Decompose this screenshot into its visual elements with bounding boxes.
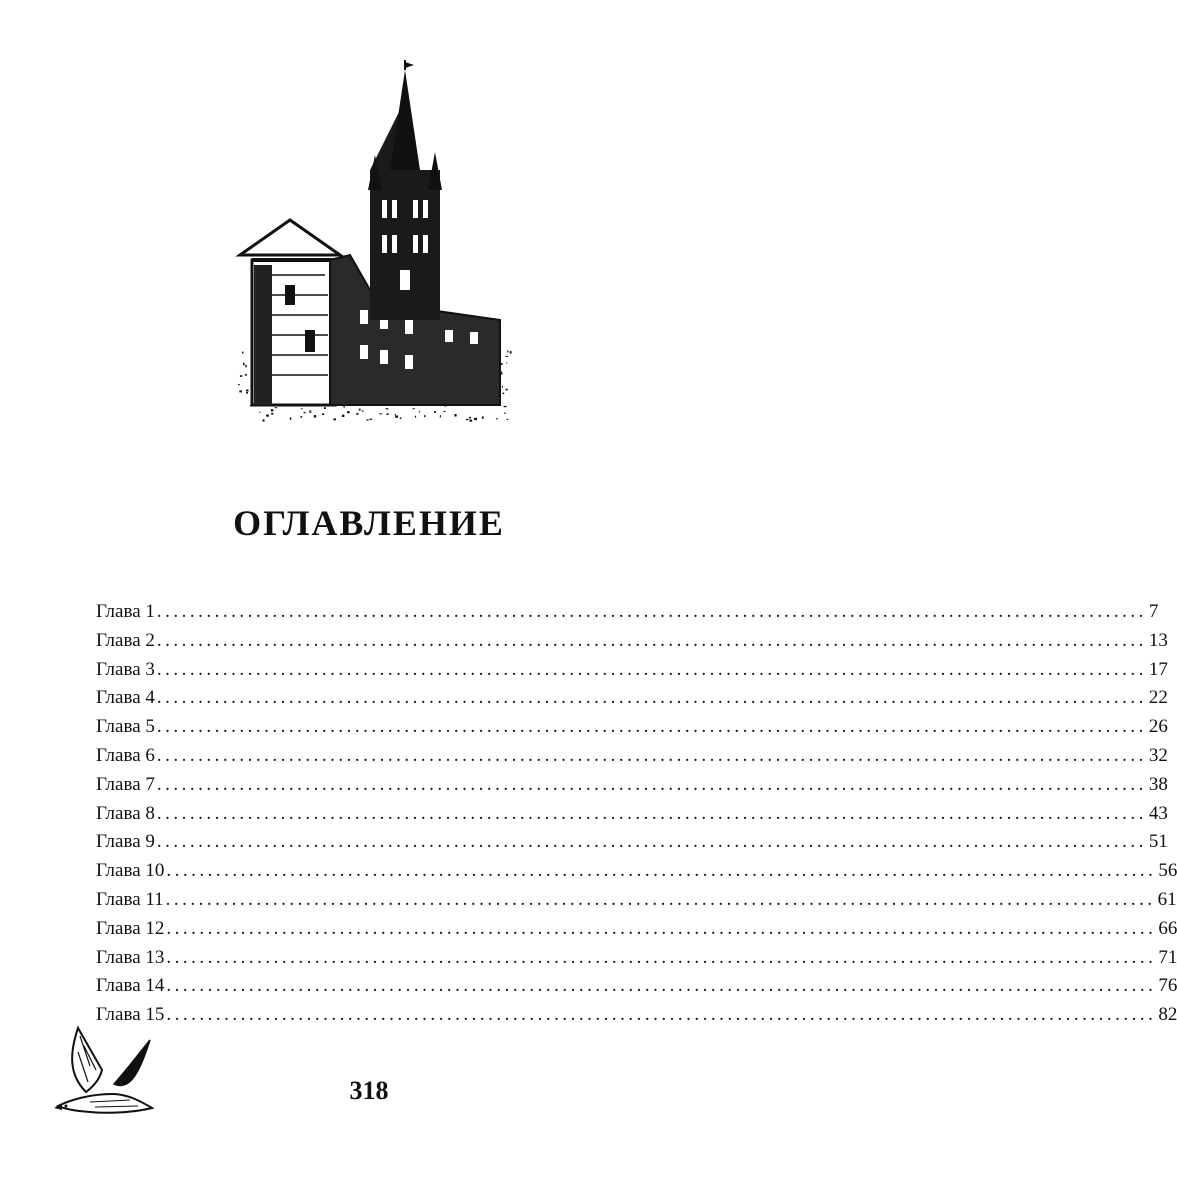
toc-leader-dots: ........................................................................................................................ xyxy=(166,917,1157,939)
toc-entry-label: Глава 11 xyxy=(96,888,164,910)
toc-entry xyxy=(96,1001,1177,1030)
toc-entry-label: Глава 12 xyxy=(96,917,165,939)
toc-entry-label: Глава 4 xyxy=(96,687,155,709)
toc-entry-label: Глава 7 xyxy=(96,773,155,795)
toc-entry-page: 7 xyxy=(1148,601,1159,622)
toc-entry-label: Глава 9 xyxy=(96,831,155,853)
toc-entry-label: Глава 8 xyxy=(96,802,155,824)
castle-illustration xyxy=(230,60,520,430)
toc-leader-dots: ........................................................................................................................ xyxy=(156,744,1147,766)
toc-leader-dots: ........................................................................................................................ xyxy=(156,658,1147,680)
toc-entry xyxy=(96,857,1177,886)
toc-entry xyxy=(96,972,1177,1001)
toc-entry-page: 71 xyxy=(1158,946,1177,968)
toc-entry-page: 26 xyxy=(1148,716,1168,738)
toc-entry xyxy=(96,627,1168,656)
toc-entry-page: 51 xyxy=(1148,831,1168,853)
toc-entry xyxy=(96,684,1168,713)
toc-entry xyxy=(96,828,1168,857)
seagull-illustration xyxy=(50,1022,154,1122)
toc-leader-dots: ........................................................................................................................ xyxy=(156,831,1147,853)
toc-entry-page: 32 xyxy=(1148,744,1168,766)
toc-entry-page: 43 xyxy=(1148,802,1168,824)
toc-entry-label: Глава 13 xyxy=(96,946,165,968)
toc-entry-label: Глава 6 xyxy=(96,744,155,766)
toc-entry-page: 56 xyxy=(1158,860,1177,882)
toc-leader-dots: ........................................................................................................................ xyxy=(166,860,1157,882)
toc-entry xyxy=(96,800,1168,829)
toc-entry-label: Глава 1 xyxy=(96,601,155,622)
page-title: ОГЛАВЛЕНИЕ xyxy=(233,503,505,544)
toc-leader-dots: ........................................................................................................................ xyxy=(166,946,1157,968)
toc-entry xyxy=(96,915,1177,944)
toc-entry-page: 22 xyxy=(1148,687,1168,709)
toc-entry xyxy=(96,771,1168,800)
toc-leader-dots: ........................................................................................................................ xyxy=(166,1004,1157,1026)
toc-entry xyxy=(96,598,1159,627)
toc-entry-page: 82 xyxy=(1158,1004,1177,1026)
toc-entry-label: Глава 15 xyxy=(96,1004,165,1026)
toc-entry-label: Глава 3 xyxy=(96,658,155,680)
toc-entry-page: 76 xyxy=(1158,975,1177,997)
toc-leader-dots: ........................................................................................................................ xyxy=(156,687,1147,709)
toc-entry xyxy=(96,886,1177,915)
toc-entry-label: Глава 10 xyxy=(96,860,165,882)
toc-entry xyxy=(96,713,1168,742)
toc-entry-page: 66 xyxy=(1158,917,1177,939)
page-number: 318 xyxy=(349,1076,389,1105)
toc-entry xyxy=(96,742,1168,771)
toc-leader-dots: ........................................................................................................................ xyxy=(156,601,1147,622)
toc-entry xyxy=(96,944,1177,973)
table-of-contents xyxy=(96,598,1177,1030)
toc-leader-dots: ........................................................................................................................ xyxy=(156,773,1147,795)
toc-leader-dots: ........................................................................................................................ xyxy=(156,629,1147,651)
toc-entry-page: 61 xyxy=(1157,888,1177,910)
toc-entry-page: 13 xyxy=(1148,629,1168,651)
toc-entry-label: Глава 2 xyxy=(96,629,155,651)
toc-leader-dots: ........................................................................................................................ xyxy=(156,716,1147,738)
toc-entry-label: Глава 5 xyxy=(96,716,155,738)
toc-entry-label: Глава 14 xyxy=(96,975,165,997)
toc-entry-page: 38 xyxy=(1148,773,1168,795)
toc-entry xyxy=(96,656,1168,685)
toc-leader-dots: ........................................................................................................................ xyxy=(166,975,1157,997)
toc-leader-dots: ........................................................................................................................ xyxy=(165,888,1156,910)
toc-entry-page: 17 xyxy=(1148,658,1168,680)
toc-leader-dots: ........................................................................................................................ xyxy=(156,802,1147,824)
